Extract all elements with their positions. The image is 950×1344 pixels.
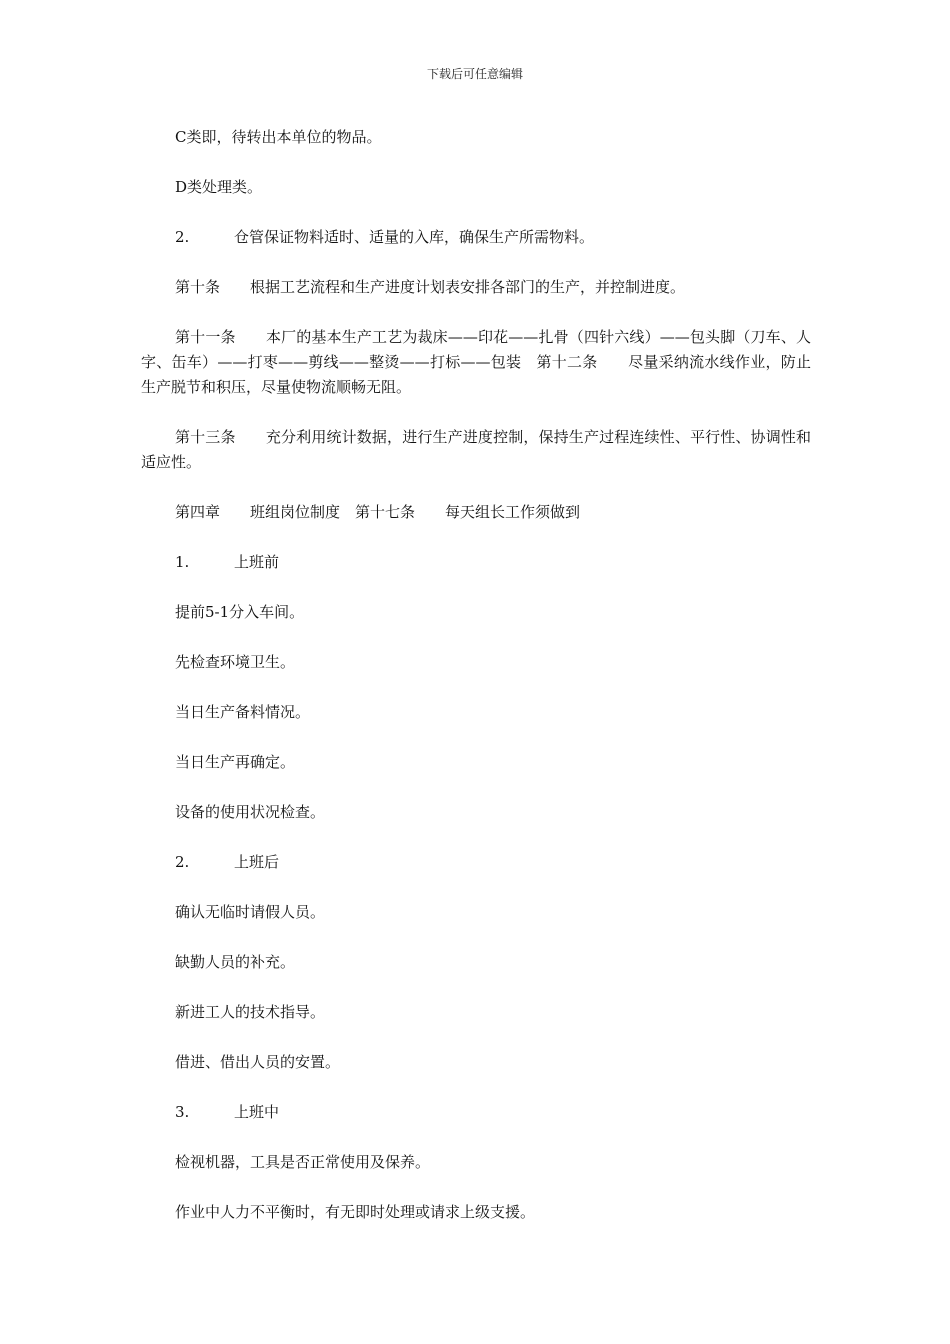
page-header: 下载后可任意编辑 xyxy=(426,67,523,81)
paragraph: 第十条 根据工艺流程和生产进度计划表安排各部门的生产，并控制进度。 xyxy=(175,278,686,296)
paragraph: 作业中人力不平衡时，有无即时处理或请求上级支援。 xyxy=(175,1203,536,1221)
item-number: 3. xyxy=(175,1103,190,1121)
document-body xyxy=(141,125,811,1250)
paragraph: 当日生产备料情况。 xyxy=(175,703,311,721)
item-text: 上班前 xyxy=(234,553,280,571)
paragraph: 缺勤人员的补充。 xyxy=(175,953,296,971)
paragraph: 设备的使用状况检查。 xyxy=(175,803,326,821)
paragraph: 借进、借出人员的安置。 xyxy=(175,1053,341,1071)
item-number: 1. xyxy=(175,553,190,571)
paragraph: 第十一条 本厂的基本生产工艺为裁床——印花——扎骨（四针六线）——包头脚（刀车、人字、缶车）——打枣——剪线——整烫——打标——包装 第十二条 尽量采纳流水线作业，防止生产脱节和积压，尽量使物流顺畅无阻。 xyxy=(141,328,811,396)
paragraph: 确认无临时请假人员。 xyxy=(175,903,326,921)
numbered-paragraph xyxy=(141,225,811,250)
numbered-paragraph xyxy=(141,1100,811,1125)
item-text: 上班后 xyxy=(234,853,280,871)
paragraph: D类处理类。 xyxy=(175,178,263,196)
paragraph: 新进工人的技术指导。 xyxy=(175,1003,326,1021)
item-number: 2. xyxy=(175,853,190,871)
paragraph: 第十三条 充分利用统计数据，进行生产进度控制，保持生产过程连续性、平行性、协调性和适应性。 xyxy=(141,428,811,471)
paragraph: 当日生产再确定。 xyxy=(175,753,296,771)
item-text: 上班中 xyxy=(234,1103,280,1121)
numbered-paragraph xyxy=(141,550,811,575)
numbered-paragraph xyxy=(141,850,811,875)
paragraph: 检视机器，工具是否正常使用及保养。 xyxy=(175,1153,431,1171)
item-number: 2. xyxy=(175,228,190,246)
paragraph: C类即，待转出本单位的物品。 xyxy=(175,128,382,146)
paragraph: 提前5-1分入车间。 xyxy=(175,603,305,621)
chapter-heading: 第四章 班组岗位制度 第十七条 每天组长工作须做到 xyxy=(175,503,581,521)
item-text: 仓管保证物料适时、适量的入库，确保生产所需物料。 xyxy=(234,228,595,246)
paragraph: 先检查环境卫生。 xyxy=(175,653,296,671)
